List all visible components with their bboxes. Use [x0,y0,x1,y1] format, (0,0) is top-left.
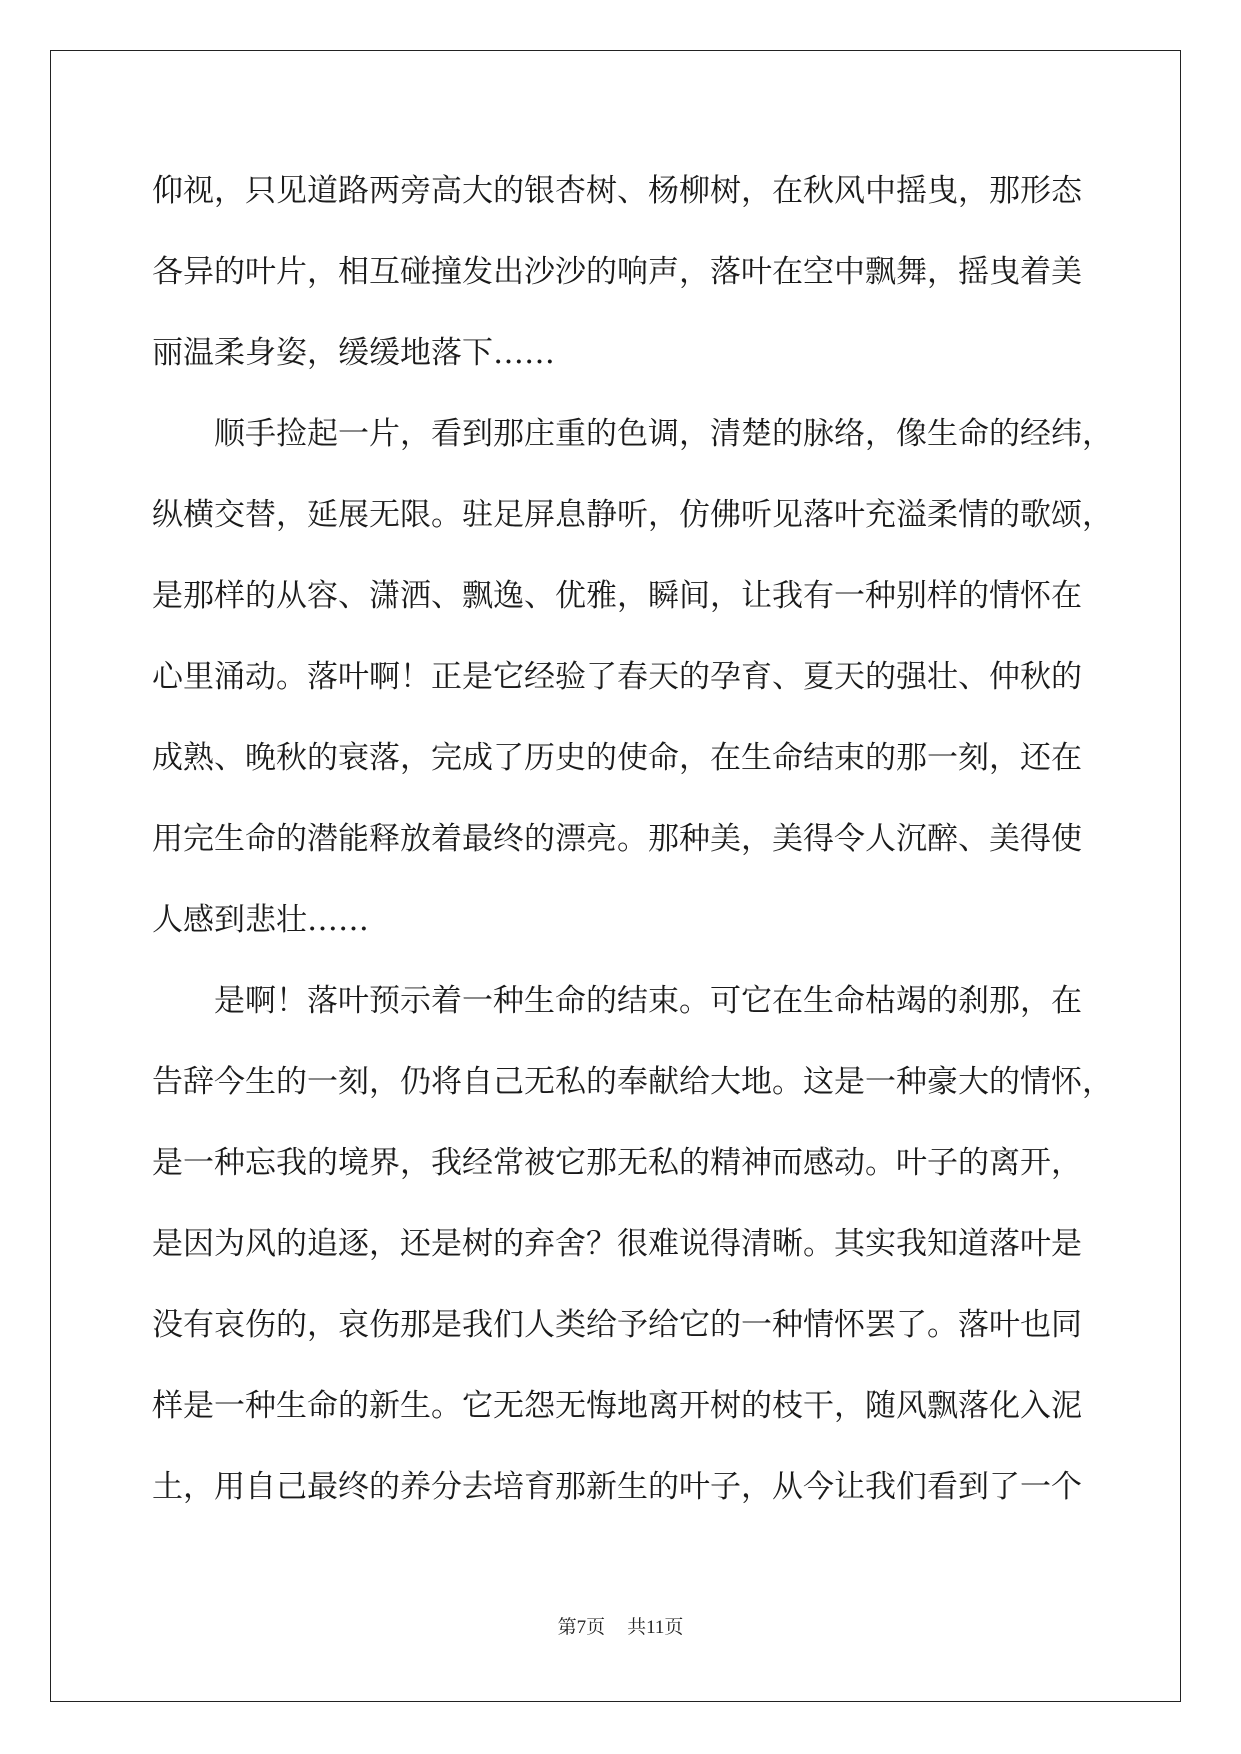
text-line: 人感到悲壮…… [152,902,369,938]
page-number-current: 第7页 [557,1617,606,1638]
text-line: 是因为风的追逐，还是树的弃舍？很难说得清晰。其实我知道落叶是 [152,1226,1082,1262]
page-footer [0,1612,1241,1639]
text-line: 各异的叶片，相互碰撞发出沙沙的响声，落叶在空中飘舞，摇曳着美 [152,254,1082,290]
text-line: 成熟、晚秋的衰落，完成了历史的使命，在生命结束的那一刻，还在 [152,740,1082,776]
text-line: 心里涌动。落叶啊！正是它经验了春天的孕育、夏天的强壮、仲秋的 [152,659,1082,695]
text-line: 是那样的从容、潇洒、飘逸、优雅，瞬间，让我有一种别样的情怀在 [152,578,1082,614]
document-body [152,161,1113,1538]
paragraph-start-line: 顺手捡起一片，看到那庄重的色调，清楚的脉络，像生命的经纬， [214,416,1113,452]
text-line: 纵横交替，延展无限。驻足屏息静听，仿佛听见落叶充溢柔情的歌颂， [152,497,1113,533]
text-line: 告辞今生的一刻，仍将自己无私的奉献给大地。这是一种豪大的情怀， [152,1064,1113,1100]
text-line: 丽温柔身姿，缓缓地落下…… [152,335,555,371]
text-line: 用完生命的潜能释放着最终的漂亮。那种美，美得令人沉醉、美得使 [152,821,1082,857]
text-line: 是一种忘我的境界，我经常被它那无私的精神而感动。叶子的离开， [152,1145,1082,1181]
text-line: 仰视，只见道路两旁高大的银杏树、杨柳树，在秋风中摇曳，那形态 [152,173,1082,209]
text-line: 土，用自己最终的养分去培育那新生的叶子，从今让我们看到了一个 [152,1469,1082,1505]
page-number-total: 共11页 [627,1617,684,1638]
text-line: 样是一种生命的新生。它无怨无悔地离开树的枝干，随风飘落化入泥 [152,1388,1082,1424]
paragraph-start-line: 是啊！落叶预示着一种生命的结束。可它在生命枯竭的刹那，在 [214,983,1082,1019]
text-line: 没有哀伤的，哀伤那是我们人类给予给它的一种情怀罢了。落叶也同 [152,1307,1082,1343]
